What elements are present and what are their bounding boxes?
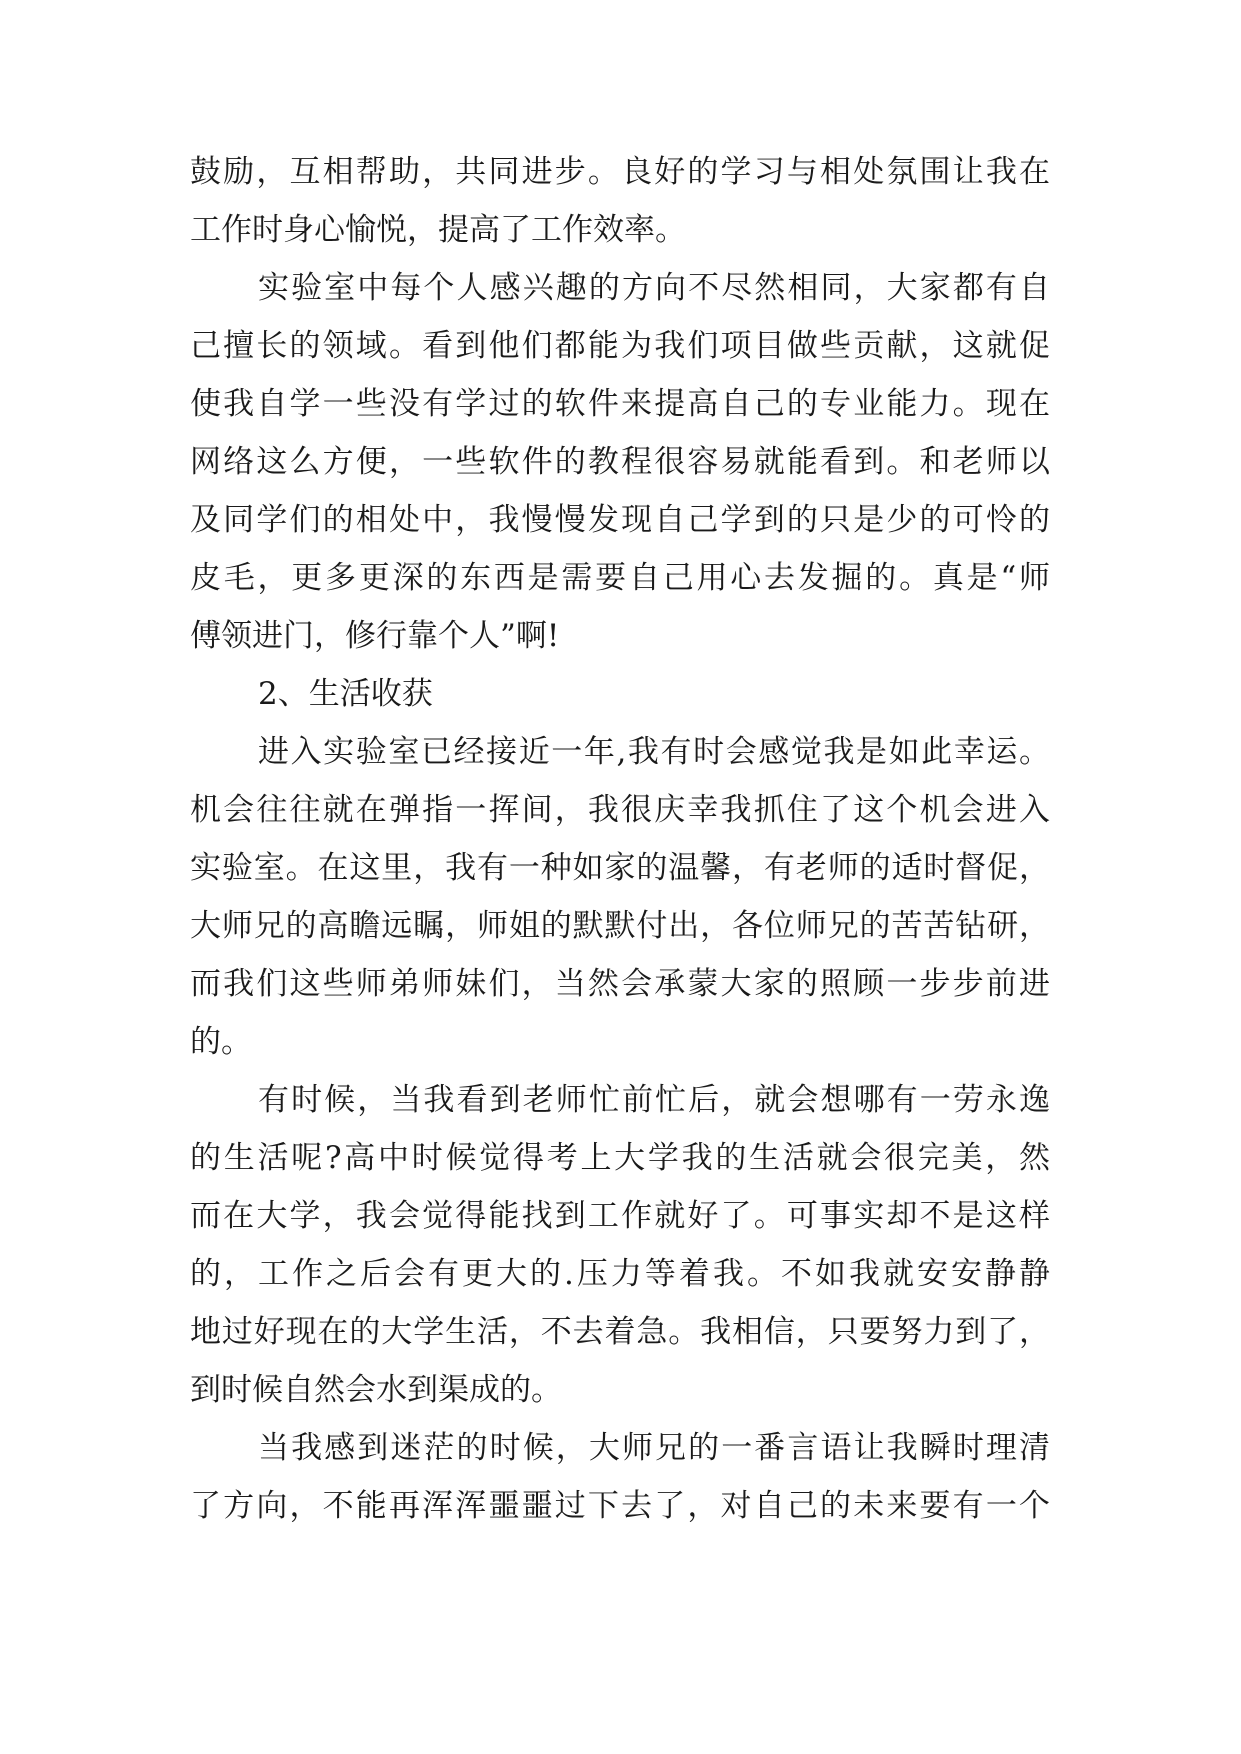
paragraph-line: 的，工作之后会有更大的.压力等着我。不如我就安安静静 xyxy=(190,1256,1050,1292)
paragraph-line: 到时候自然会水到渠成的。 xyxy=(190,1372,562,1408)
paragraph-line: 而在大学，我会觉得能找到工作就好了。可事实却不是这样 xyxy=(190,1198,1050,1234)
paragraph-line: 而我们这些师弟师妹们，当然会承蒙大家的照顾一步步前进 xyxy=(190,966,1050,1002)
paragraph-line: 傅领进门，修行靠个人”啊! xyxy=(190,618,560,654)
section-heading: 2、生活收获 xyxy=(258,676,433,712)
paragraph-line: 网络这么方便，一些软件的教程很容易就能看到。和老师以 xyxy=(190,444,1050,480)
paragraph-line: 进入实验室已经接近一年,我有时会感觉我是如此幸运。 xyxy=(258,734,1050,770)
paragraph-line: 及同学们的相处中，我慢慢发现自己学到的只是少的可怜的 xyxy=(190,502,1050,538)
paragraph-line: 大师兄的高瞻远瞩，师姐的默默付出，各位师兄的苦苦钻研， xyxy=(190,908,1050,944)
paragraph-line: 地过好现在的大学生活，不去着急。我相信，只要努力到了， xyxy=(190,1314,1050,1350)
paragraph-line: 实验室。在这里，我有一种如家的温馨，有老师的适时督促， xyxy=(190,850,1050,886)
paragraph-line: 的生活呢?高中时候觉得考上大学我的生活就会很完美，然 xyxy=(190,1140,1050,1176)
paragraph-line: 实验室中每个人感兴趣的方向不尽然相同，大家都有自 xyxy=(258,270,1050,306)
paragraph-line: 机会往往就在弹指一挥间，我很庆幸我抓住了这个机会进入 xyxy=(190,792,1050,828)
paragraph-line: 工作时身心愉悦，提高了工作效率。 xyxy=(190,212,686,248)
paragraph-line: 己擅长的领域。看到他们都能为我们项目做些贡献，这就促 xyxy=(190,328,1050,364)
paragraph-line: 当我感到迷茫的时候，大师兄的一番言语让我瞬时理清 xyxy=(258,1430,1050,1466)
paragraph-line: 了方向，不能再浑浑噩噩过下去了，对自己的未来要有一个 xyxy=(190,1488,1050,1524)
paragraph-line: 有时候，当我看到老师忙前忙后，就会想哪有一劳永逸 xyxy=(258,1082,1050,1118)
paragraph-line: 的。 xyxy=(190,1024,252,1060)
paragraph-line: 鼓励，互相帮助，共同进步。良好的学习与相处氛围让我在 xyxy=(190,154,1050,190)
paragraph-line: 皮毛，更多更深的东西是需要自己用心去发掘的。真是“师 xyxy=(190,560,1050,596)
paragraph-line: 使我自学一些没有学过的软件来提高自己的专业能力。现在 xyxy=(190,386,1050,422)
